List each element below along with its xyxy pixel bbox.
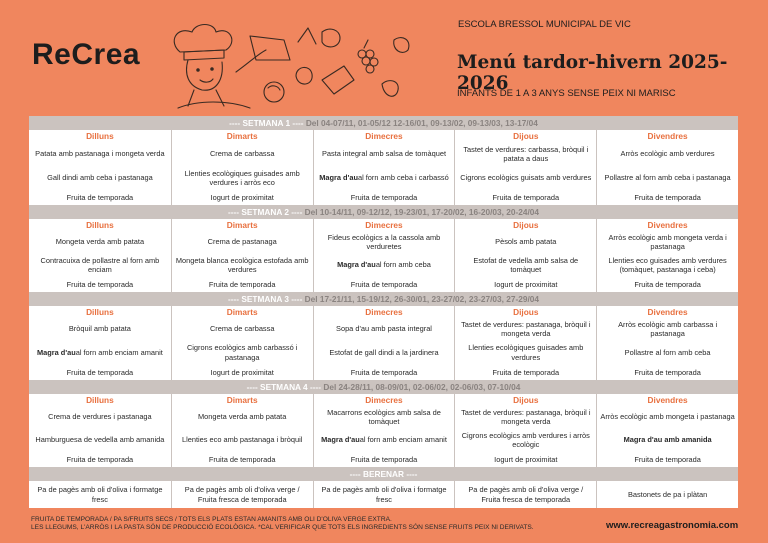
week-label: ---- SETMANA 2 ---- [227,207,303,217]
dish: Fruita de temporada [66,279,134,289]
day-column-dimecres [313,394,455,467]
day-column-dimarts [171,130,313,205]
snack-item: Pa de pagès amb oli d'oliva verge / Fruita fresca de temporada [454,481,596,508]
dish: Iogurt de proximitat [494,454,558,464]
dish: Patata amb pastanaga i mongeta verda [35,149,165,159]
snack-item: Pa de pagès amb oli d'oliva i formatge fresc [37,485,163,504]
day-heading: Dimecres [365,131,403,141]
week-dates: Del 10-14/11, 09-12/12, 19-23/01, 17-20/02, 16-20/03, 20-24/04 [304,207,539,217]
dish: Crema de carbassa [209,149,275,159]
dish: Mongeta verda amb patata [198,412,287,422]
day-heading: Divendres [647,131,688,141]
website-link[interactable]: www.recreagastronomia.com [606,520,739,531]
day-heading: Divendres [647,220,688,230]
dish: Sopa d'au amb pasta integral [336,324,432,334]
dish: Magra d'au al forn amb ceba [337,260,431,270]
day-column-dimecres [313,219,455,292]
dish: Bròquil amb patata [68,324,131,334]
day-column-dijous [454,394,596,467]
dish: Estofat de vedella amb salsa de tomàquet [473,255,579,274]
menu-subtitle: INFANTS DE 1 A 3 ANYS SENSE PEIX NI MARISC [457,88,676,99]
dish: Iogurt de proximitat [210,192,274,202]
footer-note-line: FRUITA DE TEMPORADA / PA S/FRUITS SECS / TOTS ELS PLATS ESTAN AMANITS AMB OLI D'OLIVA VERGE EXTRA. [31,516,392,523]
dish: Iogurt de proximitat [210,367,274,377]
dish: Magra d'au al forn amb enciam amanit [36,347,163,357]
week-label: ---- SETMANA 3 ---- [227,294,303,304]
dish: Fruita de temporada [66,454,134,464]
day-heading: Divendres [647,307,688,317]
dish: Cigrons ecològics amb verdures i arròs ecològic [461,430,590,449]
day-column-divendres [596,306,738,380]
day-column-dilluns [29,219,171,292]
footer-note-line: LES LLEGUMS, L'ARRÒS I LA PASTA SÓN DE PRODUCCIÓ ECOLÒGICA. *CAL VERIFICAR QUE TOTS ELS INGREDIENTS SÓN SENSE FRUITS PEIX NI DERIVATS. [31,524,534,532]
dish: Iogurt de proximitat [494,279,558,289]
dish: Fruita de temporada [492,192,560,202]
dish: Llenties eco amb pastanaga i bròquil [182,435,303,445]
week-header [29,116,738,130]
dish: Crema de pastanaga [207,237,277,247]
brand-logo: ReCrea [32,38,141,71]
dish: Macarrons ecològics amb salsa de tomàquet [327,407,441,426]
day-column-divendres [596,130,738,205]
day-heading: Divendres [647,395,688,405]
dish: Crema de carbassa [209,324,275,334]
dish: Fruita de temporada [634,454,701,464]
week-label: ---- SETMANA 1 ---- [229,118,304,128]
dish: Crema de verdures i pastanaga [48,412,152,422]
week-label: ---- SETMANA 4 ---- [246,382,322,392]
dish: Mongeta blanca ecològica estofada amb verdures [175,255,309,274]
dish: Magra d'au al forn amb ceba i carbassó [319,173,449,183]
day-column-dimarts [171,394,313,467]
week-grid [29,306,738,380]
dish: Fruita de temporada [350,192,418,202]
day-heading: Dijous [513,131,539,141]
day-heading: Dimarts [226,131,258,141]
dish: Tastet de verdures: carbassa, bròquil i patata a daus [463,144,589,163]
dish: Fruita de temporada [208,454,276,464]
week-dates: Del 04-07/11, 01-05/12 12-16/01, 09-13/02, 09-13/03, 13-17/04 [305,118,538,128]
chef-food-illustration [158,20,420,116]
snack-item: Pa de pagès amb oli d'oliva i formatge fresc [313,481,455,508]
day-heading: Dilluns [86,395,114,405]
dish: Pollastre al forn amb ceba [624,347,711,357]
dish: Fruita de temporada [208,279,276,289]
menu-table [29,116,738,508]
dish: Estofat de gall dindi a la jardinera [329,347,439,357]
dish: Llenties ecològiques guisades amb verdures i arròs eco [184,168,300,187]
day-column-dimarts [171,306,313,380]
dish: Hamburguesa de vedella amb amanida [35,435,165,445]
week-dates: Del 17-21/11, 15-19/12, 26-30/01, 23-27/02, 23-27/03, 27-29/04 [304,294,539,304]
menu-title: Menú tardor-hivern 2025-2026 [457,52,728,94]
week-header [29,292,738,306]
week-grid [29,219,738,292]
day-heading: Dijous [513,307,539,317]
dish: Arròs ecològic amb verdures [620,149,715,159]
dish: Magra d'au al forn amb enciam amanit [321,435,447,445]
dish: Arròs ecològic amb carbassa i pastanaga [618,319,718,338]
snack-header [29,467,738,481]
day-column-dijous [454,219,596,292]
day-heading: Dimarts [226,220,258,230]
snack-item: Bastonets de pa i plàtan [596,481,738,508]
week-grid [29,394,738,467]
dish: Llenties eco guisades amb verdures (tomàquet, pastanaga i ceba) [608,255,727,274]
day-heading: Dilluns [86,220,114,230]
dish: Fruita de temporada [350,454,418,464]
week-grid [29,130,738,205]
day-column-divendres [596,394,738,467]
day-heading: Dijous [513,395,539,405]
dish: Fruita de temporada [350,367,418,377]
day-column-dilluns [29,306,171,380]
dish: Cigrons ecològics amb carbassó i pastanaga [186,343,298,362]
school-name: ESCOLA BRESSOL MUNICIPAL DE VIC [458,19,631,30]
dish: Fruita de temporada [634,279,701,289]
dish: Magra d'au amb amanida [623,435,712,445]
day-column-dijous [454,130,596,205]
day-heading: Dimecres [365,220,403,230]
dish: Arròs ecològic amb mongeta verda i pastanaga [608,232,727,251]
week-header [29,205,738,219]
dish: Llenties ecològiques guisades amb verdures [468,343,584,362]
dish: Fruita de temporada [66,192,134,202]
dish: Arròs ecològic amb mongeta i pastanaga [600,412,735,422]
week-dates: Del 24-28/11, 08-09/01, 02-06/02, 02-06/03, 07-10/04 [323,382,521,392]
dish: Gall dindi amb ceba i pastanaga [47,173,153,183]
day-column-divendres [596,219,738,292]
footer-notes [31,516,534,533]
dish: Fruita de temporada [492,367,560,377]
day-column-dimecres [313,130,455,205]
day-heading: Dilluns [86,307,114,317]
dish: Fruita de temporada [634,367,701,377]
dish: Pollastre al forn amb ceba i pastanaga [604,173,731,183]
dish: Fruita de temporada [66,367,134,377]
dish: Contracuixa de pollastre al forn amb enciam [40,255,160,274]
day-column-dimecres [313,306,455,380]
day-column-dijous [454,306,596,380]
dish: Tastet de verdures: pastanaga, bròquil i mongeta verda [461,407,591,426]
dish: Mongeta verda amb patata [55,237,145,247]
dish: Tastet de verdures: pastanaga, bròquil i mongeta verda [461,319,591,338]
day-column-dimarts [171,219,313,292]
dish: Fideus ecològics a la cassola amb verduretes [327,232,441,251]
day-heading: Dimarts [226,307,258,317]
snack-grid [29,481,738,508]
day-heading: Dimarts [226,395,258,405]
dish: Fruita de temporada [350,279,418,289]
day-heading: Dijous [513,220,539,230]
dish: Pasta integral amb salsa de tomàquet [321,149,447,159]
day-heading: Dilluns [86,131,114,141]
dish: Cigrons ecològics guisats amb verdures [460,173,592,183]
snack-label: ---- BERENAR ---- [349,469,418,479]
day-column-dilluns [29,130,171,205]
dish: Fruita de temporada [634,192,701,202]
snack-item: Pa de pagès amb oli d'oliva verge / Fruita fresca de temporada [171,481,313,508]
dish: Pèsols amb patata [495,237,557,247]
day-heading: Dimecres [365,395,403,405]
week-header [29,380,738,394]
day-heading: Dimecres [365,307,403,317]
day-column-dilluns [29,394,171,467]
